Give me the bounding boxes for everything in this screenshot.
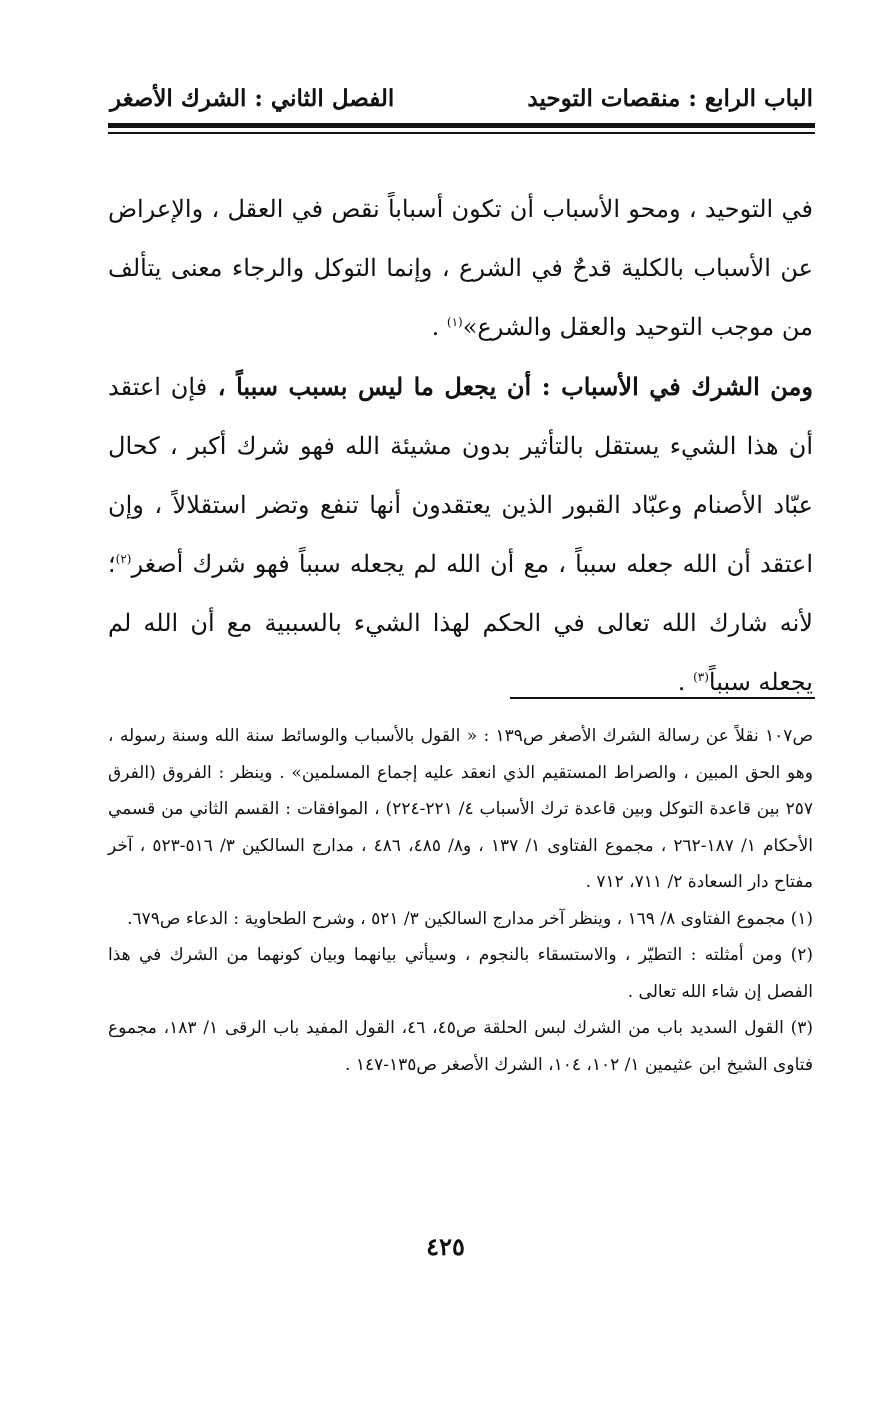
section-title: الفصل الثاني : الشرك الأصغر [110,84,395,112]
footnote-ref-3: (٣) [693,670,709,684]
paragraph-2-heading: ومن الشرك في الأسباب : أن يجعل ما ليس بسبب سبباً ، [207,372,814,401]
paragraph-1-end: . [431,313,447,341]
footnote-separator [510,697,815,699]
paragraph-1-text: في التوحيد ، ومحو الأسباب أن تكون أسباباً نقص في العقل ، والإعراض عن الأسباب بالكلية قدحٌ في الشرع ، وإنما التوكل والرجاء معنى يتألف من موجب التوحيد والعقل والشرع» [108,195,813,341]
footnote-ref-2: (٢) [115,552,132,566]
paragraph-2-text-continued: ؛ لأنه شارك الله تعالى في الحكم لهذا الشيء بالسببية مع أن الله لم يجعله سبباً [108,550,813,696]
footnote-continued: ص١٠٧ نقلاً عن رسالة الشرك الأصغر ص١٣٩ : « القول بالأسباب والوسائط سنة الله وسنة رسوله ، وهو الحق المبين ، والصراط المستقيم الذي انعقد عليه إجماع المسلمين» . وينظر : الفروق (الفرق ٢٥٧ بين قاعدة التوكل وبين قاعدة ترك الأسباب ٤/ ٢٢١-٢٢٤) ، الموافقات : القسم الثاني من قسمي الأحكام ١/ ١٨٧-٢٦٢ ، مجموع الفتاوى ١/ ١٣٧ ، و٨/ ٤٨٥، ٤٨٦ ، مدارج السالكين ٣/ ٥١٦-٥٢٣ ، آخر مفتاح دار السعادة ٢/ ٧١١، ٧١٢ . [108,726,814,892]
footnote-3: (٣) القول السديد باب من الشرك لبس الحلقة ص٤٥، ٤٦، القول المفيد باب الرقى ١/ ١٨٣، مجموع فتاوى الشيخ ابن عثيمين ١/ ١٠٢، ١٠٤، الشرك الأصغر ص١٣٥-١٤٧ . [108,1018,814,1075]
page-number: ٤٢٥ [426,1232,465,1261]
running-header [110,78,813,118]
paragraph-2 [108,357,813,712]
main-text [108,180,813,712]
header-rule-thin [108,132,815,134]
footnote-ref-1: (١) [446,315,463,329]
footnote-2: (٢) ومن أمثلته : التطيّر ، والاستسقاء بالنجوم ، وسيأتي بيانهما وبيان كونهما من الشرك في هذا الفصل إن شاء الله تعالى . [108,945,813,1002]
chapter-title: الباب الرابع : منقصات التوحيد [527,84,813,112]
paragraph-1 [108,180,813,357]
footnotes [108,718,813,1083]
footnote-1: (١) مجموع الفتاوى ٨/ ١٦٩ ، وينظر آخر مدارج السالكين ٣/ ٥٢١ ، وشرح الطحاوية : الدعاء ص٦٧٩. [127,908,813,929]
paragraph-2-end: . [677,668,694,696]
paragraph-2-text: فإن اعتقد أن هذا الشيء يستقل بالتأثير بدون مشيئة الله فهو شرك أكبر ، كحال عبّاد الأصنام وعبّاد القبور الذين يعتقدون أنها تنفع وتضر استقلالاً ، وإن اعتقد أن الله جعله سبباً ، مع أن الله لم يجعله سبباً فهو شرك أصغر [108,373,813,578]
header-rule-thick [108,123,815,128]
